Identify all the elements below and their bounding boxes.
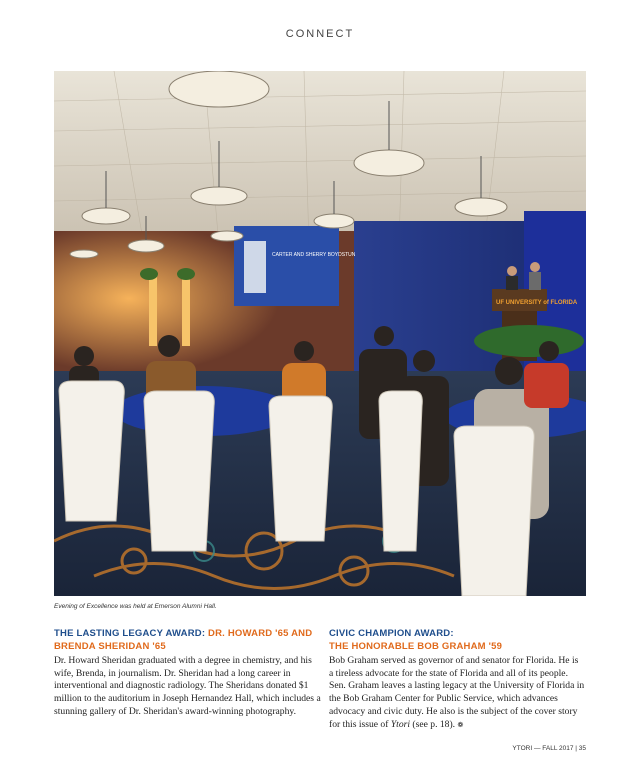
body-text-end: (see p. 18).	[410, 718, 458, 730]
banquet-hall-illustration	[54, 71, 586, 596]
page-footer: YTORI — FALL 2017 | 35	[512, 745, 586, 752]
honoree-name: DR. HOWARD '65 AND BRENDA SHERIDAN '65	[54, 628, 313, 652]
section-label: CONNECT	[285, 28, 355, 40]
honoree-name: THE HONORABLE BOB GRAHAM '59	[329, 641, 503, 652]
body-text: Bob Graham served as governor of and senator for Florida. He is a tireless advocate for the state of Florida and all of its people. Sen. Graham leaves a lasting legacy at the University of Florida in the Bob Graham Center for Public Service, which advances advocacy and civic duty. He also is the subject of the cover story for this issue of	[329, 655, 585, 730]
lasting-legacy-heading	[54, 627, 324, 653]
civic-champion-body	[329, 655, 585, 731]
end-mark-icon: ❁	[457, 720, 464, 729]
lasting-legacy-article	[54, 627, 324, 719]
magazine-title: Ytori	[390, 718, 411, 730]
civic-champion-heading	[329, 627, 585, 653]
award-name: THE LASTING LEGACY AWARD:	[54, 628, 209, 639]
event-photo	[54, 71, 586, 596]
award-name: CIVIC CHAMPION AWARD:	[329, 628, 454, 639]
screen-title: CARTER AND SHERRY BOYDSTUN	[272, 252, 356, 258]
civic-champion-article	[329, 627, 585, 731]
podium-logo: UF UNIVERSITY of FLORIDA	[496, 300, 578, 306]
photo-caption: Evening of Excellence was held at Emerson Alumni Hall.	[54, 603, 217, 610]
lasting-legacy-body: Dr. Howard Sheridan graduated with a degree in chemistry, and his wife, Brenda, in journalism. Dr. Sheridan had a long career in interventional and diagnostic radiology. The Sheridans donated $1 million to the auditorium in Joseph Hernandez Hall, which includes a stunning gallery of Dr. Sheridan's award-winning photography.	[54, 655, 321, 717]
